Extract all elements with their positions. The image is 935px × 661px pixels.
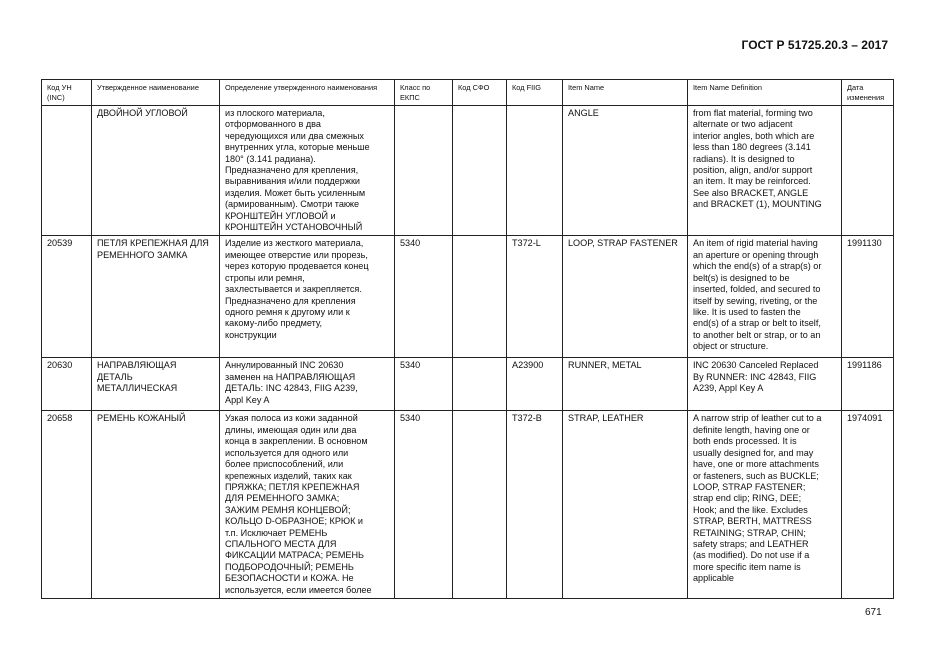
cell-fiig: T372-B <box>507 411 563 599</box>
col-header-item-name: Item Name <box>563 80 688 106</box>
table-header-row <box>42 80 894 106</box>
cell-ekps: 5340 <box>395 358 453 411</box>
cell-ekps: 5340 <box>395 236 453 358</box>
cell-date: 1974091 <box>842 411 894 599</box>
cell-item-definition: An item of rigid material having an aperture or opening through which the end(s) of a strap(s) or belt(s) is designed to be inserted, folded, and secured to itself by sewing, riveting, or the like. It is used to fasten the end(s) of a strap or belt to itself, to another belt or strap, or to an object or structure. <box>688 236 842 358</box>
col-header-ekps: Класс по ЕКПС <box>395 80 453 106</box>
cell-inc <box>42 106 92 236</box>
table-row <box>42 106 894 236</box>
cell-date <box>842 106 894 236</box>
cell-item-name: RUNNER, METAL <box>563 358 688 411</box>
table-row <box>42 411 894 599</box>
page-number: 671 <box>865 607 882 618</box>
cell-name-ru: РЕМЕНЬ КОЖАНЫЙ <box>92 411 220 599</box>
cell-inc: 20658 <box>42 411 92 599</box>
cell-definition-ru: Аннулированный INC 20630 заменен на НАПРАВЛЯЮЩАЯ ДЕТАЛЬ: INC 42843, FIIG A239, Appl Key A <box>220 358 395 411</box>
cell-date: 1991130 <box>842 236 894 358</box>
col-header-definition-ru: Определение утвержденного наименования <box>220 80 395 106</box>
col-header-fiig: Код FIIG <box>507 80 563 106</box>
cell-name-ru: ДВОЙНОЙ УГЛОВОЙ <box>92 106 220 236</box>
cell-fiig: T372-L <box>507 236 563 358</box>
cell-sfo <box>453 236 507 358</box>
cell-name-ru: НАПРАВЛЯЮЩАЯ ДЕТАЛЬ МЕТАЛЛИЧЕСКАЯ <box>92 358 220 411</box>
cell-inc: 20539 <box>42 236 92 358</box>
cell-sfo <box>453 106 507 236</box>
col-header-name-ru: Утвержденное наименование <box>92 80 220 106</box>
cell-item-name: STRAP, LEATHER <box>563 411 688 599</box>
cell-fiig: A23900 <box>507 358 563 411</box>
col-header-sfo: Код СФО <box>453 80 507 106</box>
cell-definition-ru: из плоского материала, отформованного в два чередующихся или два смежных внутренних угла, которые меньше 180° (3.141 радиана). Предназначено для крепления, выравнивания и/или поддержки изделия. Может быть усиленным (армированным). Смотри также КРОНШТЕЙН УГЛОВОЙ и КРОНШТЕЙН УСТАНОВОЧНЫЙ <box>220 106 395 236</box>
cell-sfo <box>453 411 507 599</box>
cell-ekps: 5340 <box>395 411 453 599</box>
cell-fiig <box>507 106 563 236</box>
cell-inc: 20630 <box>42 358 92 411</box>
table-row <box>42 236 894 358</box>
cell-item-definition: from flat material, forming two alternate or two adjacent interior angles, both which are less than 180 degrees (3.141 radians). It is designed to position, align, and/or support an item. It may be reinforced. See also BRACKET, ANGLE and BRACKET (1), MOUNTING <box>688 106 842 236</box>
cell-item-definition: A narrow strip of leather cut to a definite length, having one or both ends processed. It is usually designed for, and may have, one or more attachments or fasteners, such as BUCKLE; LOOP, STRAP FASTENER; strap end clip; RING, DEE; Hook; and the like. Excludes STRAP, BERTH, MATTRESS RETAINING; STRAP, CHIN; safety straps; and LEATHER (as modified). Do not use if a more specific item name is applicable <box>688 411 842 599</box>
cell-name-ru: ПЕТЛЯ КРЕПЕЖНАЯ ДЛЯ РЕМЕННОГО ЗАМКА <box>92 236 220 358</box>
cell-ekps <box>395 106 453 236</box>
cell-item-name: LOOP, STRAP FASTENER <box>563 236 688 358</box>
cell-definition-ru: Изделие из жесткого материала, имеющее отверстие или прорезь, через которую продевается конец стропы или ремня, захлестывается и закрепляется. Предназначено для крепления одного ремня к другому или к какому-либо предмету, конструкции <box>220 236 395 358</box>
table-row <box>42 358 894 411</box>
cell-date: 1991186 <box>842 358 894 411</box>
col-header-item-definition: Item Name Definition <box>688 80 842 106</box>
document-code: ГОСТ Р 51725.20.3 – 2017 <box>741 38 888 52</box>
cell-sfo <box>453 358 507 411</box>
col-header-date: Дата изменения <box>842 80 894 106</box>
specification-table <box>41 79 894 599</box>
cell-item-name: ANGLE <box>563 106 688 236</box>
cell-item-definition: INC 20630 Canceled Replaced By RUNNER: INC 42843, FIIG A239, Appl Key A <box>688 358 842 411</box>
cell-definition-ru: Узкая полоса из кожи заданной длины, имеющая один или два конца в закреплении. В основном используется для одного или более приспособлений, или крепежных изделий, таких как ПРЯЖКА; ПЕТЛЯ КРЕПЕЖНАЯ ДЛЯ РЕМЕННОГО ЗАМКА; ЗАЖИМ РЕМНЯ КОНЦЕВОЙ; КОЛЬЦО D-ОБРАЗНОЕ; КРЮК и т.п. Исключает РЕМЕНЬ СПАЛЬНОГО МЕСТА ДЛЯ ФИКСАЦИИ МАТРАСА; РЕМЕНЬ ПОДБОРОДОЧНЫЙ; РЕМЕНЬ БЕЗОПАСНОСТИ и КОЖА. Не используется, если имеется более <box>220 411 395 599</box>
col-header-inc: Код УН (INC) <box>42 80 92 106</box>
